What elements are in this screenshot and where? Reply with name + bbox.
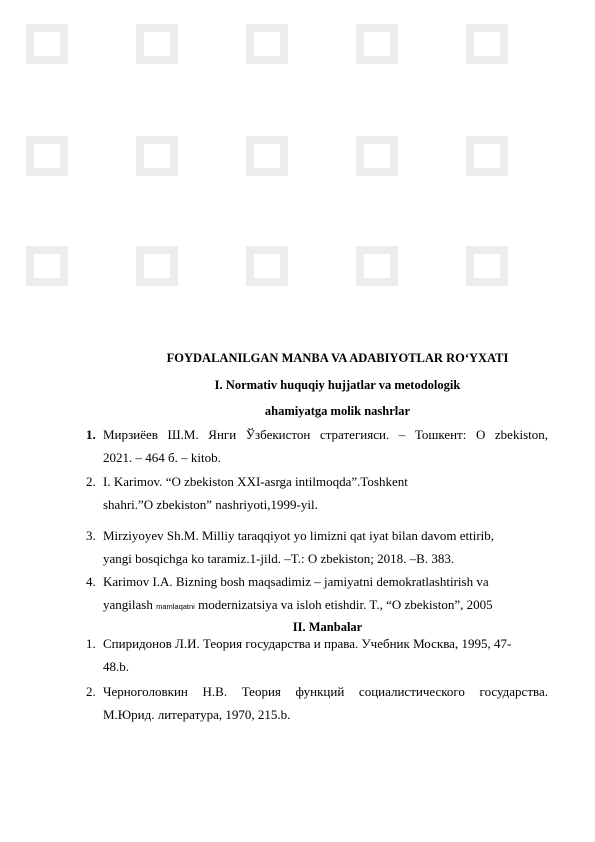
watermark-icon [18, 18, 76, 70]
watermark-icon [128, 130, 186, 182]
list-item-small-text: mamlaqatni [156, 602, 195, 611]
watermark-icon [238, 130, 296, 182]
list-item [86, 423, 548, 469]
watermark-icon [18, 240, 76, 292]
list-item-text-line1: Спиридонов Л.И. Теория государства и права. Учебник Москва, 1995, 47- [103, 636, 512, 651]
section1-heading-line2: ahamiyatga molik nashrlar [264, 404, 411, 418]
section2-heading: II. Manbalar [292, 620, 363, 634]
list-item-text-line1: Mirziyoyev Sh.M. Milliy taraqqiyot yo limizni qat iyat bilan davom ettirib, [103, 528, 495, 543]
watermark-icon [458, 130, 516, 182]
list-item-text-line2: М.Юрид. литература, 1970, 215.b. [103, 707, 291, 722]
list-item-text-line1: Karimov I.A. Bizning bosh maqsadimiz – jamiyatni demokratlashtirish va [103, 574, 489, 589]
list-item-text-line2: 2021. – 464 б. – kitob. [103, 450, 221, 465]
list-item-number: 2. [86, 474, 96, 489]
list-item-text-line1: Черноголовкин Н.В. Теория функций социалистического государства. [103, 684, 548, 699]
list-item [86, 470, 548, 516]
watermark-icon [238, 240, 296, 292]
list-item-number: 1. [86, 427, 96, 442]
section1-heading-line1: I. Normativ huquqiy hujjatlar va metodologik [214, 378, 461, 392]
list-item-text-line2 [103, 593, 548, 618]
list-item-number: 2. [86, 684, 96, 699]
list-item-number: 4. [86, 574, 96, 589]
list-item [86, 632, 548, 678]
list-item-text-line2: 48.b. [103, 659, 129, 674]
page-title: FOYDALANILGAN MANBA VA ADABIYOTLAR RO‘YXATI [166, 351, 509, 365]
list-item-text-line2: shahri.”O zbekiston” nashriyoti,1999-yil. [103, 497, 318, 512]
list-item-text-line1: Мирзиёев Ш.М. Янги Ўзбекистон стратегияси. – Тошкент: O zbekiston, [103, 427, 548, 442]
watermark-icon [458, 18, 516, 70]
list-item [86, 524, 548, 570]
watermark-icon [18, 130, 76, 182]
watermark-icon [128, 240, 186, 292]
list-item-text-line1: I. Karimov. “O zbekiston XXI-asrga intilmoqda”.Toshkent [103, 474, 408, 489]
list-item [86, 570, 548, 618]
list-item [86, 680, 548, 726]
list-item-text-part: yangilash [103, 597, 157, 612]
watermark-icon [348, 18, 406, 70]
watermark-icon [238, 18, 296, 70]
list-item-text-line2: yangi bosqichga ko taramiz.1-jild. –T.: O zbekiston; 2018. –B. 383. [103, 551, 455, 566]
watermark-icon [348, 130, 406, 182]
list-item-number: 1. [86, 636, 96, 651]
watermark-icon [458, 240, 516, 292]
watermark-icon [348, 240, 406, 292]
watermark-icon [128, 18, 186, 70]
list-item-text-part: modernizatsiya va isloh etishdir. T., “O zbekiston”, 2005 [194, 597, 493, 612]
list-item-number: 3. [86, 528, 96, 543]
